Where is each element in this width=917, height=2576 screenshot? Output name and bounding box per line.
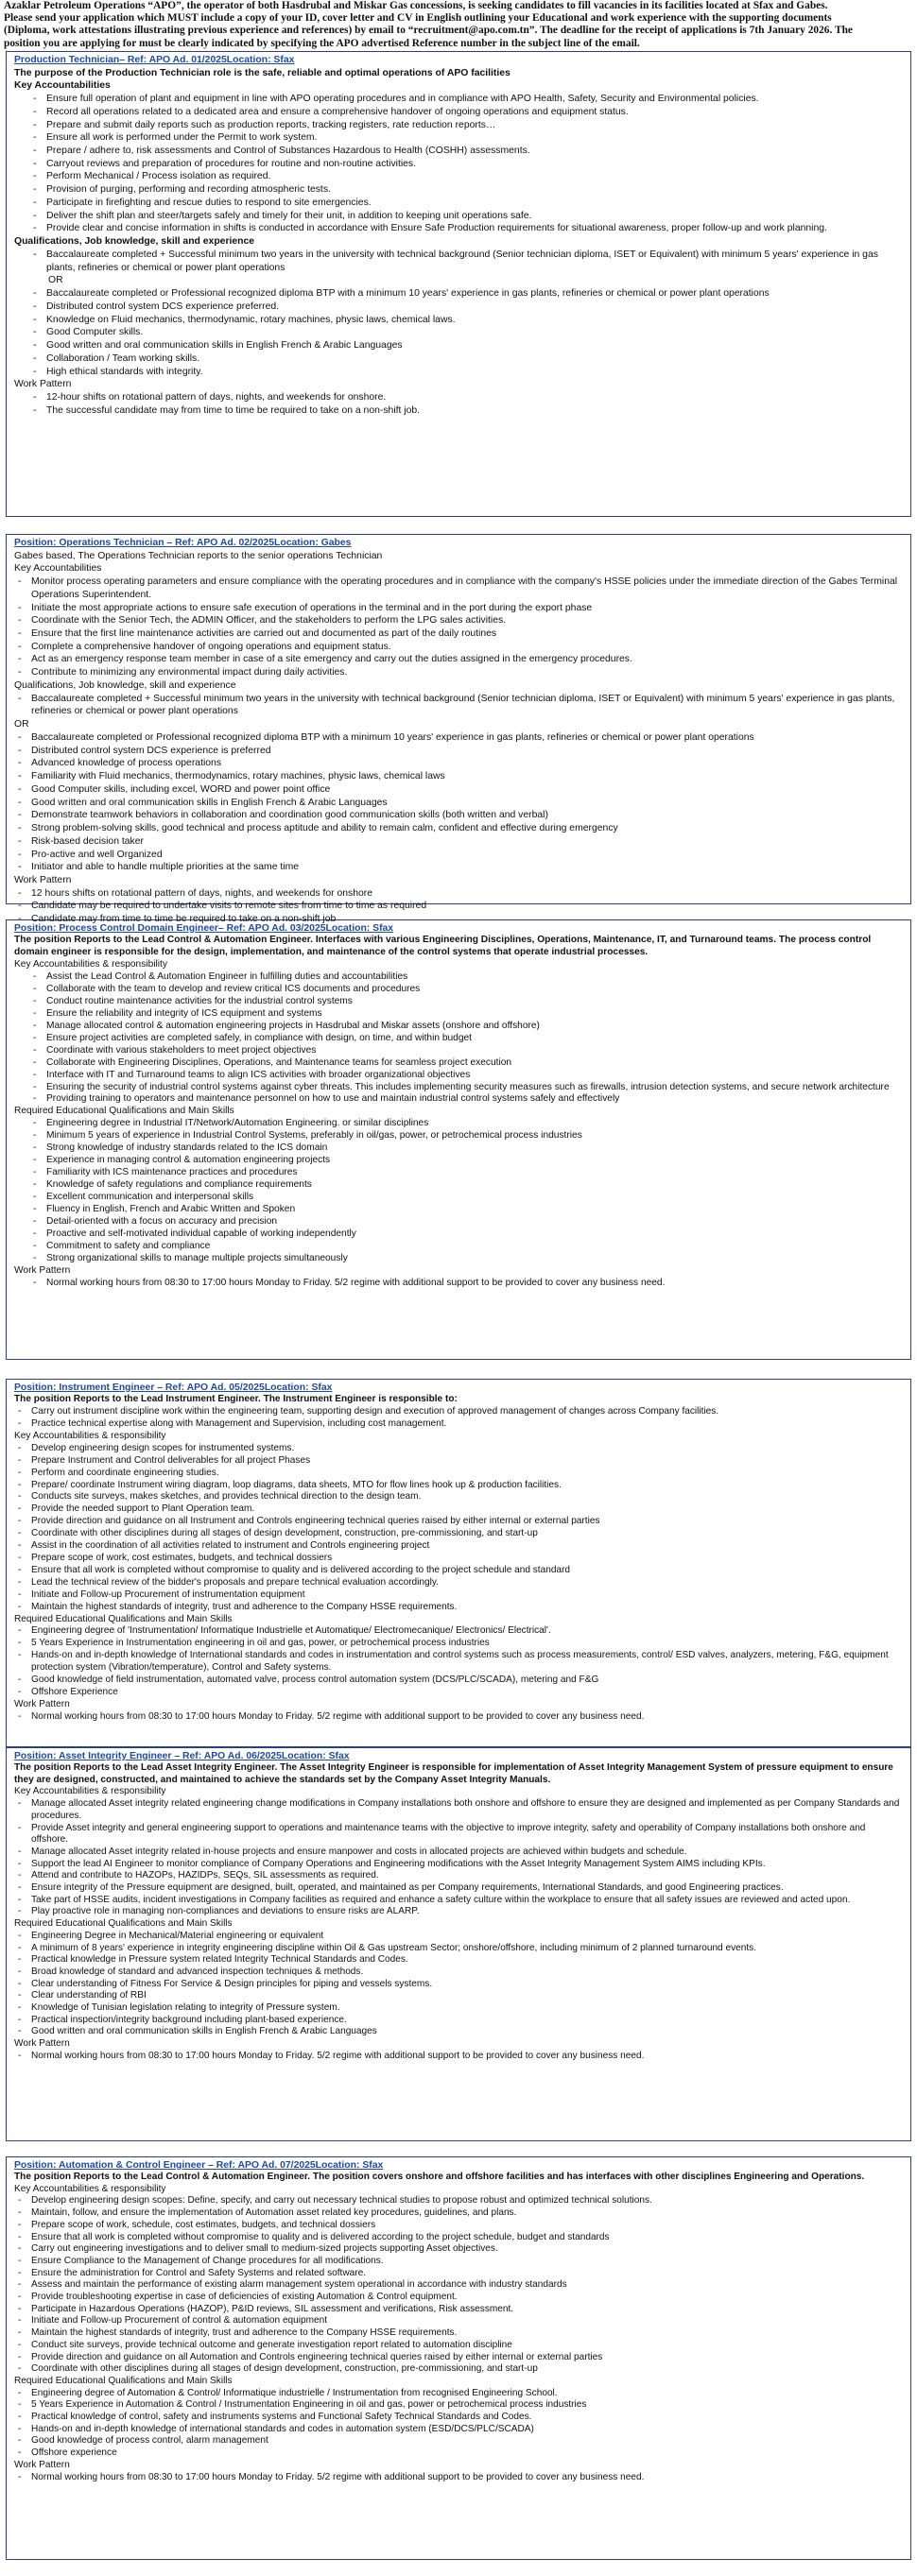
list-item: - Provide clear and concise information in shifts is conducted in accordance with Ensure Safe Production requirements for situational awareness, proper follow-up and work planning. [14,222,903,235]
list-item: - Good knowledge of field instrumentation, automated valve, process control automation system (DCS/PLC/SCADA), metering and F&G [14,1674,903,1687]
list-item: - Risk-based decision taker [14,835,903,849]
job-instrument-engineer [6,1379,911,1747]
list-item: - Conduct routine maintenance activities for the industrial control systems [14,996,903,1008]
list-item: - Demonstrate teamwork behaviors in collaboration and coordination good communication skills (both written and verbal) [14,809,903,822]
list-item: - Proactive and self-motivated individual capable of working independently [14,1228,903,1241]
section-heading: Work Pattern [14,2038,70,2050]
list-item: - Ensure that the first line maintenance activities are carried out and documented as part of the daily routines [14,627,903,641]
job-title[interactable]: Position: Operations Technician – Ref: APO Ad. 02/2025Location: Gabes [14,537,352,548]
section-heading: Key Accountabilities [14,80,111,92]
job-title[interactable]: Production Technician– Ref: APO Ad. 01/2025Location: Sfax [14,54,295,65]
list-item: - Act as an emergency response team member in case of a site emergency and carry out the duties assigned in the emergency procedures. [14,653,903,666]
list-item: - Prepare scope of work, cost estimates, budgets, and technical dossiers [14,1553,903,1565]
job-process-control-engineer [6,919,911,1360]
list-item: - Prepare scope of work, schedule, cost estimates, budgets, and technical dossiers [14,2220,903,2232]
list-item: - Monitor process operating parameters and ensure compliance with the operating procedures and in compliance with the company's HSSE policies under the immediate direction of the Gabes Terminal Operations Superintendent. [14,575,903,601]
list-item: - Provide the needed support to Plant Operation team. [14,1503,903,1516]
list-item: - Distributed control system DCS experience preferred. [14,301,903,314]
list-item: - Initiate and Follow-up Procurement of instrumentation equipment [14,1589,903,1602]
list-item: - Participate in firefighting and rescue duties to respond to site emergencies. [14,197,903,210]
or-label: OR [14,719,29,730]
list-item: - Knowledge of safety regulations and compliance requirements [14,1179,903,1192]
list-item: - Participate in Hazardous Operations (HAZOP), P&ID reviews, SIL assessment and verifications, Risk assessment. [14,2304,903,2316]
list-item: - Broad knowledge of standard and advanced inspection techniques & methods. [14,1966,903,1979]
list-item: - Advanced knowledge of process operations [14,757,903,770]
intro-text: The position Reports to the Lead Instrument Engineer. The Instrument Engineer is responsible to: [14,1394,458,1405]
list-item: - Initiate and Follow-up Procurement of control & automation equipment [14,2315,903,2327]
key-list [14,1798,903,1918]
job-production-technician [6,51,911,517]
list-item: - High ethical standards with integrity. [14,366,903,379]
list-item: - Manage allocated Asset integrity related engineering change modifications in Company installations both onshore and offshore to ensure they are designed and implemented as per Company Standards and procedures. [14,1798,903,1822]
list-item: - Ensuring the security of industrial control systems against cyber threats. This includes implementing security measures such as firewalls, intrusion detection systems, and secure network architecture [14,1082,903,1094]
list-item: - Maintain the highest standards of integrity, trust and adherence to the Company HSSE requirements. [14,1602,903,1614]
job-title[interactable]: Position: Instrument Engineer – Ref: APO Ad. 05/2025Location: Sfax [14,1382,333,1393]
list-item: - Maintain the highest standards of integrity, trust and adherence to the Company HSSE requirements. [14,2327,903,2340]
list-item: - Normal working hours from 08:30 to 17:00 hours Monday to Friday. 5/2 regime with additional support to be provided to cover any business need. [14,1711,903,1724]
list-item: - Maintain, follow, and ensure the implementation of Automation asset related key procedures, guidelines, and plans. [14,2207,903,2220]
list-item: - Experience in managing control & automation engineering projects [14,1155,903,1167]
list-item: - Ensure Compliance to the Management of Change procedures for all modifications. [14,2256,903,2268]
list-item: - Strong problem-solving skills, good technical and process aptitude and ability to remain calm, confident and effective during emergency [14,822,903,835]
qual-list [14,1931,903,2038]
list-item: - Good Computer skills. [14,326,903,339]
intro-text: The position Reports to the Lead Asset Integrity Engineer. The Asset Integrity Engineer is responsible for implementation of Asset Integrity Management System of pressure equipment to ensure they are designed, constructed, and maintained to achieve the standards set by the Company Asset Integrity Manuals. [14,1761,893,1785]
list-item: - Lead the technical review of the bidder's proposals and prepare technical evaluation accordingly. [14,1577,903,1589]
list-item: - Good written and oral communication skills in English French & Arabic Languages [14,2026,903,2038]
list-item: - Good written and oral communication skills in English French & Arabic Languages [14,339,903,352]
job-title[interactable]: Position: Automation & Control Engineer – Ref: APO Ad. 07/2025Location: Sfax [14,2159,384,2171]
list-item: - Commitment to safety and compliance [14,1241,903,1253]
list-item: - Providing training to operators and maintenance personnel on how to use and maintain industrial control systems safely and effectively [14,1093,903,1106]
job-asset-integrity-engineer [6,1747,911,2141]
list-item: - Assist in the coordination of all activities related to instrument and Controls engineering project [14,1540,903,1553]
list-item: - Strong knowledge of industry standards related to the ICS domain [14,1142,903,1155]
list-item: - Baccalaureate completed or Professional recognized diploma BTP with a minimum 10 years' experience in gas plants, refineries or chemical or power plant operations [14,731,903,745]
list-item: - Ensure project activities are completed safely, in compliance with design, on time, and within budget [14,1033,903,1045]
list-item: - Excellent communication and interpersonal skills [14,1192,903,1204]
list-item: - Offshore Experience [14,1687,903,1699]
list-item: - Complete a comprehensive handover of ongoing operations and equipment status. [14,641,903,654]
list-item: - Normal working hours from 08:30 to 17:00 hours Monday to Friday. 5/2 regime with additional support to be provided to cover any business need. [14,2472,903,2484]
list-item: - Familiarity with Fluid mechanics, thermodynamics, rotary machines, physic laws, chemical laws [14,770,903,783]
list-item: - Clear understanding of Fitness For Service & Design principles for piping and vessels systems. [14,1979,903,1991]
section-heading: Required Educational Qualifications and Main Skills [14,2375,233,2386]
list-item: - Practice technical expertise along with Management and Supervision, including cost management. [14,1418,903,1431]
intro-line: position you are applying for must be clearly indicated by specifying the APO advertised Reference number in the subject line of the email. [4,37,640,49]
job-title[interactable]: Position: Process Control Domain Engineer– Ref: APO Ad. 03/2025Location: Sfax [14,922,394,934]
intro-line: Please send your application which MUST include a copy of your ID, cover letter and CV in English outlining your Educational and work experience with the supporting documents [4,12,832,25]
list-item: - Normal working hours from 08:30 to 17:00 hours Monday to Friday. 5/2 regime with additional support to be provided to cover any business need. [14,2051,903,2063]
section-heading: Qualifications, Job knowledge, skill and experience [14,679,236,691]
list-item: - Support the lead AI Engineer to monitor compliance of Company Operations and Engineering modifications with the Asset Integrity Management System AIMS including KPIs. [14,1859,903,1871]
intro-line: (Diploma, work attestations illustrating previous experience and references) by email to “recruitment@apo.com.tn”. The deadline for the receipt of applications is 7th January 2026. The [4,25,853,37]
list-item: - Candidate may be required to undertake visits to remote sites from time to time as required [14,900,903,913]
section-heading: Required Educational Qualifications and Main Skills [14,1613,233,1624]
key-list [14,971,903,1106]
or-label: OR [48,275,63,286]
list-item: - Conduct site surveys, provide technical outcome and generate investigation report related to automation discipline [14,2340,903,2352]
list-item: - Collaborate with Engineering Disciplines, Operations, and Maintenance teams for seamless project execution [14,1057,903,1070]
list-item: - Offshore experience [14,2447,903,2460]
qual-list [14,731,903,874]
list-item: - Assess and maintain the performance of existing alarm management system operational in accordance with industry standards [14,2279,903,2292]
list-item: - Pro-active and well Organized [14,849,903,862]
list-item: - Provide direction and guidance on all Automation and Controls engineering technical queries raised by either internal or external parties [14,2352,903,2364]
list-item: - Provide troubleshooting expertise in case of deficiencies of existing Automation & Control equipment. [14,2292,903,2304]
purpose: The purpose of the Production Technician role is the safe, reliable and optimal operations of APO facilities [14,67,510,78]
list-item: - Coordinate with the Senior Tech, the ADMIN Officer, and the stakeholders to perform the LPG sales activities. [14,614,903,627]
job-operations-technician [6,534,911,925]
job-automation-control-engineer [6,2156,911,2560]
list-item: - Provide direction and guidance on all Instrument and Controls engineering technical queries raised by either internal or external parties [14,1516,903,1528]
list-item: - Coordinate with other disciplines during all stages of design development, construction, pre-commissioning, and start-up [14,2363,903,2376]
intro-text: The position Reports to the Lead Control & Automation Engineer. The position covers onshore and offshore facilities and has interfaces with other disciplines Engineering and Operations. [14,2171,865,2182]
list-item: - Assist the Lead Control & Automation Engineer in fulfilling duties and accountabilities [14,971,903,984]
list-item: - Manage allocated control & automation engineering projects in Hasdrubal and Miskar assets (onshore and offshore) [14,1021,903,1033]
list-item: - Hands-on and in-depth knowledge of international standards and codes in automation system (ESD/DCS/PLC/SCADA) [14,2424,903,2436]
list-item: - Fluency in English, French and Arabic Written and Spoken [14,1204,903,1216]
list-item: - Baccalaureate completed + Successful minimum two years in the university with technical background (Senior technician diploma, ISET or Equivalent) with minimum 5 years' experience in gas plants, refineries or chemical or power plant operations [14,693,903,718]
section-heading: Key Accountabilities & responsibility [14,958,167,970]
work-list [14,391,903,417]
qual-list [14,249,903,274]
list-item: - Ensure that all work is completed without compromise to quality and is delivered according to the project schedule, budget and standards [14,2232,903,2244]
qual-list [14,2388,903,2460]
list-item: - Attend and contribute to HAZOPs, HAZIDPs, SEQs, SIL assessments as required. [14,1870,903,1882]
list-item: - 12-hour shifts on rotational pattern of days, nights, and weekends for onshore. [14,391,903,404]
job-title[interactable]: Position: Asset Integrity Engineer – Ref: APO Ad. 06/2025Location: Sfax [14,1750,350,1761]
list-item: - Baccalaureate completed + Successful minimum two years in the university with technical background (Senior technician diploma, ISET or Equivalent) with minimum 5 years' experience in gas plants, refineries or chemical or power plant operations [14,249,903,274]
work-list [14,1278,903,1290]
list-item: - Engineering degree of 'Instrumentation/ Informatique Industrielle et Automatique/ Electromecanique/ Electronics/ Electrical'. [14,1625,903,1638]
section-heading: Key Accountabilities & responsibility [14,1786,166,1797]
list-item: - Engineering degree of Automation & Control/ Informatique industrielle / Instrumentation from recognised Engineering School. [14,2388,903,2400]
list-item: - Play proactive role in managing non-compliances and deviations to ensure risks are ALARP. [14,1906,903,1918]
list-item: - Carryout reviews and preparation of procedures for routine and non-routine activities. [14,158,903,171]
list-item: - Minimum 5 years of experience in Industrial Control Systems, preferably in oil/gas, power, or petrochemical process industries [14,1130,903,1142]
list-item: - Deliver the shift plan and steer/targets safely and timely for their unit, in addition to keeping unit operations safe. [14,210,903,223]
work-list [14,1711,903,1724]
list-item: - Perform Mechanical / Process isolation as required. [14,170,903,183]
list-item: - 5 Years Experience in Instrumentation engineering in oil and gas, power, or petrochemical process industries [14,1638,903,1650]
qual-list [14,1625,903,1698]
list-item: - Ensure all work is performed under the Permit to work system. [14,131,903,145]
list-item: - Interface with IT and Turnaround teams to align ICS activities with broader organizational objectives [14,1070,903,1082]
list-item: - Carry out instrument discipline work within the engineering team, supporting design and execution of approved management of changes across Company facilities. [14,1406,903,1418]
intro [0,0,917,50]
section-heading: Key Accountabilities & responsibility [14,1430,166,1441]
list-item: - Hands-on and in-depth knowledge of International standards and codes in instrumentation and control systems such as process measurements, control/ ESD valves, analyzers, metering, F&G, equipment protection system (Vibration/temperature), Control and Safety systems. [14,1650,903,1674]
intro-line: Azaklar Petroleum Operations “APO”, the operator of both Hasdrubal and Miskar Gas concessions, is seeking candidates to fill vacancies in its facilities located at Sfax and Gabes. [4,0,828,11]
section-heading: Work Pattern [14,379,72,390]
qual-list [14,1118,903,1264]
list-item: - Ensure the administration for Control and Safety Systems and related software. [14,2268,903,2280]
list-item: - Prepare Instrument and Control deliverables for all project Phases [14,1455,903,1468]
section-heading: Work Pattern [14,2459,70,2470]
list-item: - Knowledge on Fluid mechanics, thermodynamic, rotary machines, physic laws, chemical laws. [14,314,903,327]
list-item: - Prepare / adhere to, risk assessments and Control of Substances Hazardous to Health (COSHH) assessments. [14,145,903,158]
intro-text: The position Reports to the Lead Control & Automation Engineer. Interfaces with various Engineering Disciplines, Operations, Maintenance, IT, and Turnaround teams. The process control domain engineer is responsible for the design, implementation, and maintenance of the control systems that operate industrial processes. [14,935,872,958]
list-item: - Carry out engineering investigations and to deliver small to medium-sized projects supporting Asset objectives. [14,2243,903,2256]
list-item: - Perform and coordinate engineering studies. [14,1468,903,1480]
list-item: - Engineering Degree in Mechanical/Material engineering or equivalent [14,1931,903,1943]
list-item: - Prepare/ coordinate Instrument wiring diagram, loop diagrams, data sheets, MTO for flow lines hook up & production facilities. [14,1480,903,1492]
key-list [14,575,903,679]
list-item: - Take part of HSSE audits, incident investigations in Company facilities as required and enhance a safety culture within the workplace to ensure that all safety issues are reviewed and acted upon. [14,1895,903,1907]
list-item: - Manage allocated Asset integrity related in-house projects and ensure manpower and costs in allocated projects are achieved within budgets and schedule. [14,1846,903,1859]
list-item: - Baccalaureate completed or Professional recognized diploma BTP with a minimum 10 years' experience in gas plants, refineries or chemical or power plant operations [14,287,903,301]
section-heading: Required Educational Qualifications and Main Skills [14,1918,233,1930]
work-list [14,2051,903,2063]
section-heading: Work Pattern [14,874,72,885]
list-item: - Ensure the reliability and integrity of ICS equipment and systems [14,1008,903,1021]
list-item: - Good Computer skills, including excel, WORD and power point office [14,783,903,797]
section-heading: Qualifications, Job knowledge, skill and experience [14,236,255,248]
list-item: - Ensure full operation of plant and equipment in line with APO operating procedures and in compliance with APO Health, Safety, Security and Environmental policies. [14,93,903,106]
intro-list [14,1406,903,1431]
qual-list [14,693,903,718]
list-item: - Ensure integrity of the Pressure equipment are designed, built, operated, and maintained as per Company requirements, International Standards, and good Engineering practices. [14,1882,903,1895]
list-item: - Develop engineering design scopes: Define, specify, and carry out necessary technical studies to propose robust and optimized technical solutions. [14,2195,903,2207]
list-item: - Engineering degree in Industrial IT/Network/Automation Engineering. or similar disciplines [14,1118,903,1130]
list-item: - 12 hours shifts on rotational pattern of days, nights, and weekends for onshore [14,887,903,901]
list-item: - Distributed control system DCS experience is preferred [14,745,903,758]
list-item: - Provision of purging, performing and recording atmospheric tests. [14,183,903,197]
section-heading: Required Educational Qualifications and Main Skills [14,1106,234,1117]
list-item: - Normal working hours from 08:30 to 17:00 hours Monday to Friday. 5/2 regime with additional support to be provided to cover any business need. [14,1278,903,1290]
list-item: - Familiarity with ICS maintenance practices and procedures [14,1167,903,1179]
list-item: - Coordinate with other disciplines during all stages of design development, construction, pre-commissioning, and start-up [14,1528,903,1540]
list-item: - 5 Years Experience in Automation & Control / Instrumentation Engineering in oil and gas, power or petrochemical process industries [14,2399,903,2412]
section-heading: Key Accountabilities [14,563,102,575]
list-item: - Prepare and submit daily reports such as production reports, tracking registers, rate reduction reports… [14,119,903,132]
list-item: - Practical knowledge of control, safety and instruments systems and Functional Safety Technical Standards and Codes. [14,2412,903,2424]
key-list [14,93,903,235]
list-item: - Clear understanding of RBI [14,1990,903,2002]
list-item: - Knowledge of Tunisian legislation relating to integrity of Pressure system. [14,2002,903,2015]
list-item: - Initiate the most appropriate actions to ensure safe execution of operations in the terminal and in the port during the export phase [14,602,903,615]
list-item: - Collaboration / Team working skills. [14,352,903,366]
work-list [14,887,903,926]
list-item: - Strong organizational skills to manage multiple projects simultaneously [14,1253,903,1265]
list-item: - Initiator and able to handle multiple priorities at the same time [14,861,903,874]
list-item: - Good knowledge of process control, alarm management [14,2435,903,2447]
list-item: - Collaborate with the team to develop and review critical ICS documents and procedures [14,984,903,996]
list-item: - Ensure that all work is completed without compromise to quality and is delivered according to the project schedule and standard [14,1565,903,1577]
work-list [14,2472,903,2484]
list-item: - Good written and oral communication skills in English French & Arabic Languages [14,797,903,810]
list-item: - Record all operations related to a dedicated area and ensure a comprehensive handover of ongoing operations and equipment status. [14,106,903,119]
list-item: - Coordinate with various stakeholders to meet project objectives [14,1045,903,1057]
qual-list [14,287,903,378]
list-item: - Practical inspection/integrity background including plant-based experience. [14,2015,903,2027]
list-item: - A minimum of 8 years' experience in integrity engineering discipline within Oil & Gas upstream Sector; onshore/offshore, including minimum of 2 planned turnaround events. [14,1943,903,1955]
key-list [14,2195,903,2376]
list-item: - Practical knowledge in Pressure system related Integrity Technical Standards and Codes. [14,1954,903,1966]
list-item: - Candidate may from time to time be required to take on a non-shift job [14,913,903,926]
key-list [14,1443,903,1614]
list-item: - Detail-oriented with a focus on accuracy and precision [14,1216,903,1228]
list-item: - Conducts site surveys, makes sketches, and provides technical direction to the design team. [14,1491,903,1503]
list-item: - Contribute to minimizing any environmental impact during daily activities. [14,666,903,679]
list-item: - The successful candidate may from time to time be required to take on a non-shift job. [14,404,903,418]
section-heading: Work Pattern [14,1698,70,1709]
section-heading: Work Pattern [14,1264,71,1276]
list-item: - Provide Asset integrity and general engineering support to operations and maintenance teams with the objective to improve integrity, safety and operability of Company installations both onshore and offshore. [14,1823,903,1846]
intro-text: Gabes based, The Operations Technician reports to the senior operations Technician [14,550,383,561]
list-item: - Develop engineering design scopes for instrumented systems. [14,1443,903,1455]
section-heading: Key Accountabilities & responsibility [14,2183,166,2194]
